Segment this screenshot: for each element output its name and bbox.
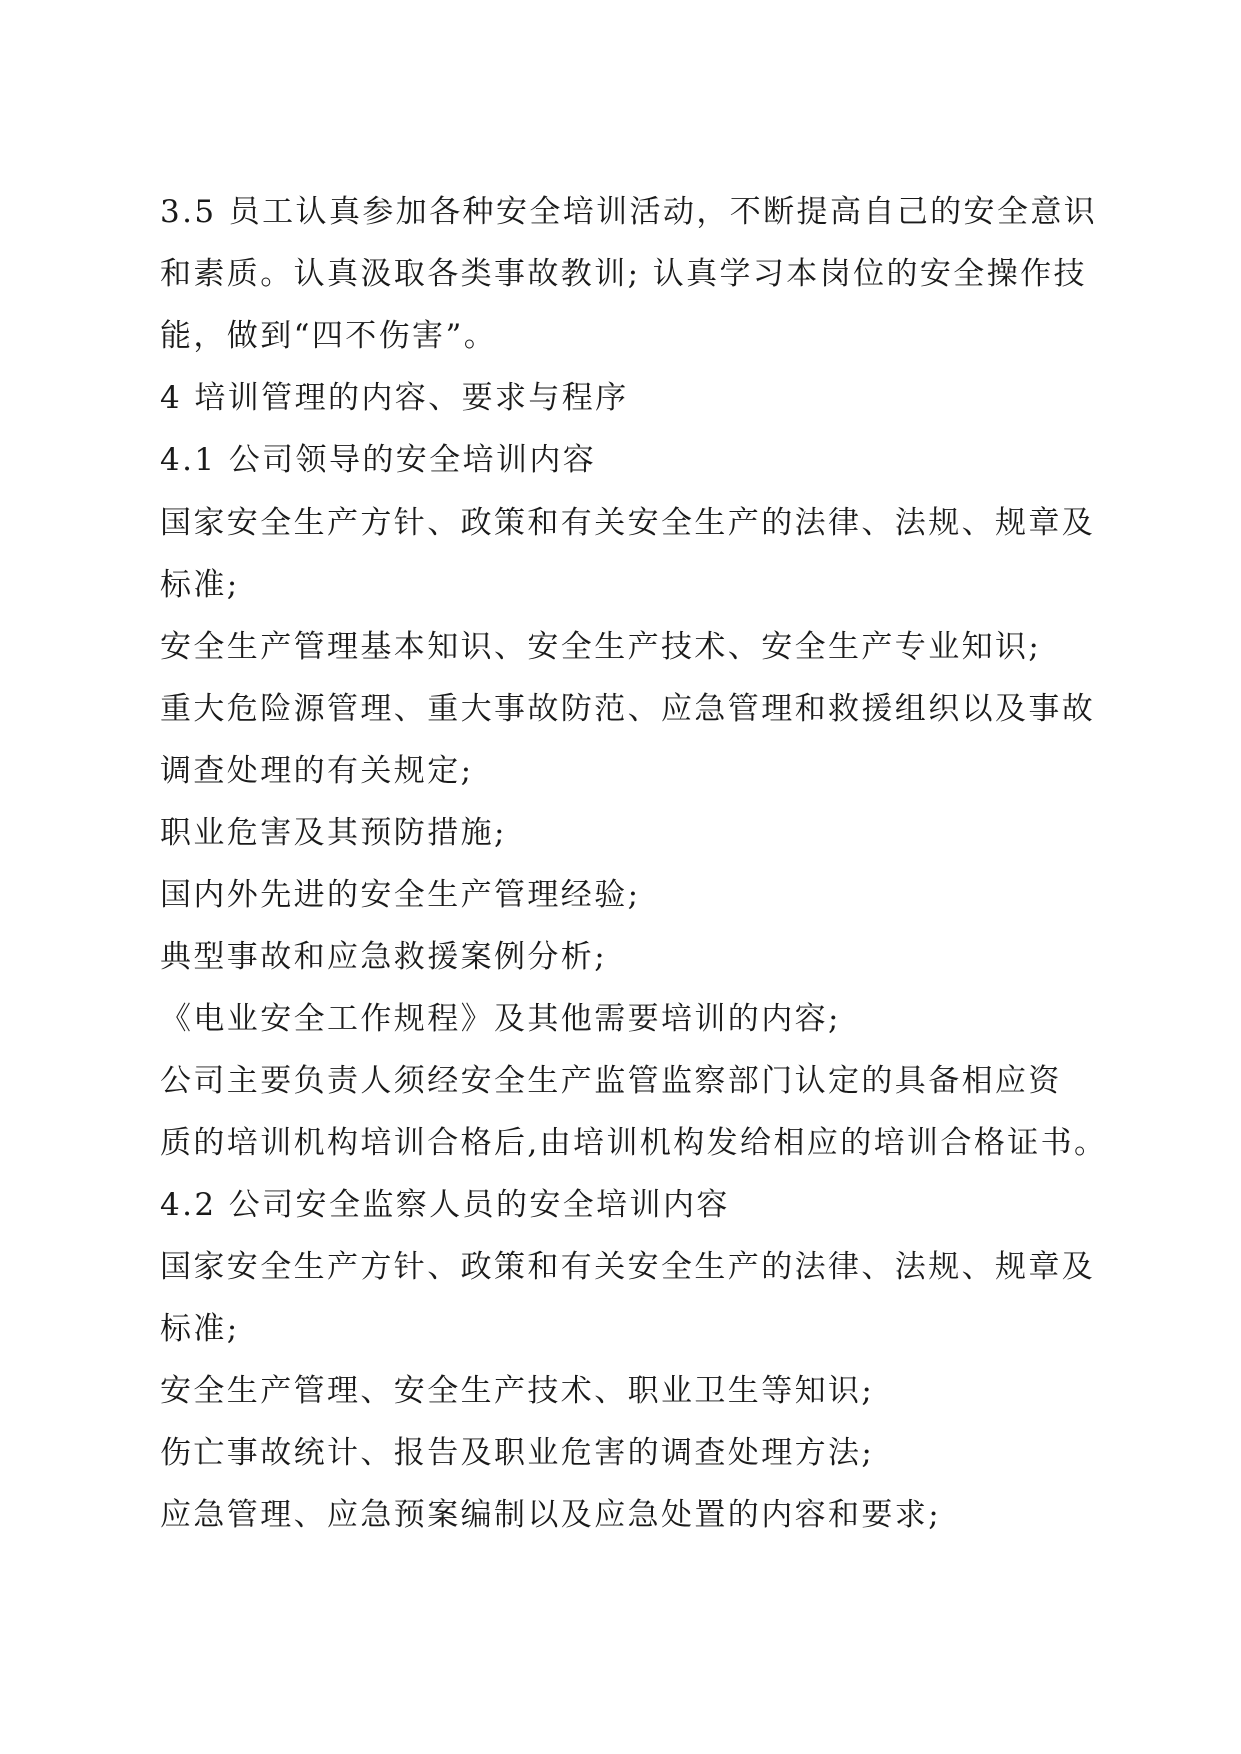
list-item-occupational-hazards: 职业危害及其预防措施; xyxy=(160,815,507,851)
paragraph-certification-line-2: 质的培训机构培训合格后,由培训机构发给相应的培训合格证书。 xyxy=(160,1125,1108,1161)
list-item-basic-knowledge: 安全生产管理基本知识、安全生产技术、安全生产专业知识; xyxy=(160,629,1042,665)
list-item-hazard-management-line-2: 调查处理的有关规定; xyxy=(160,753,474,789)
section-4-heading: 4 培训管理的内容、要求与程序 xyxy=(160,380,629,416)
list-item-accident-statistics: 伤亡事故统计、报告及职业危害的调查处理方法; xyxy=(160,1435,875,1471)
list-item-safety-regulations: 《电业安全工作规程》及其他需要培训的内容; xyxy=(160,1001,841,1037)
list-item-policy-line-2: 标准; xyxy=(160,567,240,603)
list-item-hazard-management-line-1: 重大危险源管理、重大事故防范、应急管理和救援组织以及事故 xyxy=(160,691,1096,727)
list-item-policy-2-line-1: 国家安全生产方针、政策和有关安全生产的法律、法规、规章及 xyxy=(160,1249,1096,1285)
paragraph-certification-line-1: 公司主要负责人须经安全生产监管监察部门认定的具备相应资 xyxy=(160,1063,1062,1099)
paragraph-3-5-line-3: 能，做到“四不伤害”。 xyxy=(160,318,498,354)
list-item-policy-line-1: 国家安全生产方针、政策和有关安全生产的法律、法规、规章及 xyxy=(160,505,1096,541)
section-4-1-heading: 4.1 公司领导的安全培训内容 xyxy=(160,442,597,478)
list-item-management-knowledge: 安全生产管理、安全生产技术、职业卫生等知识; xyxy=(160,1373,875,1409)
section-4-2-heading: 4.2 公司安全监察人员的安全培训内容 xyxy=(160,1187,730,1223)
list-item-advanced-experience: 国内外先进的安全生产管理经验; xyxy=(160,877,641,913)
list-item-emergency-management: 应急管理、应急预案编制以及应急处置的内容和要求; xyxy=(160,1497,942,1533)
paragraph-3-5-line-2: 和素质。认真汲取各类事故教训; 认真学习本岗位的安全操作技 xyxy=(160,256,1087,292)
list-item-policy-2-line-2: 标准; xyxy=(160,1311,240,1347)
list-item-case-analysis: 典型事故和应急救援案例分析; xyxy=(160,939,608,975)
paragraph-3-5-line-1: 3.5 员工认真参加各种安全培训活动，不断提高自己的安全意识 xyxy=(160,194,1098,230)
